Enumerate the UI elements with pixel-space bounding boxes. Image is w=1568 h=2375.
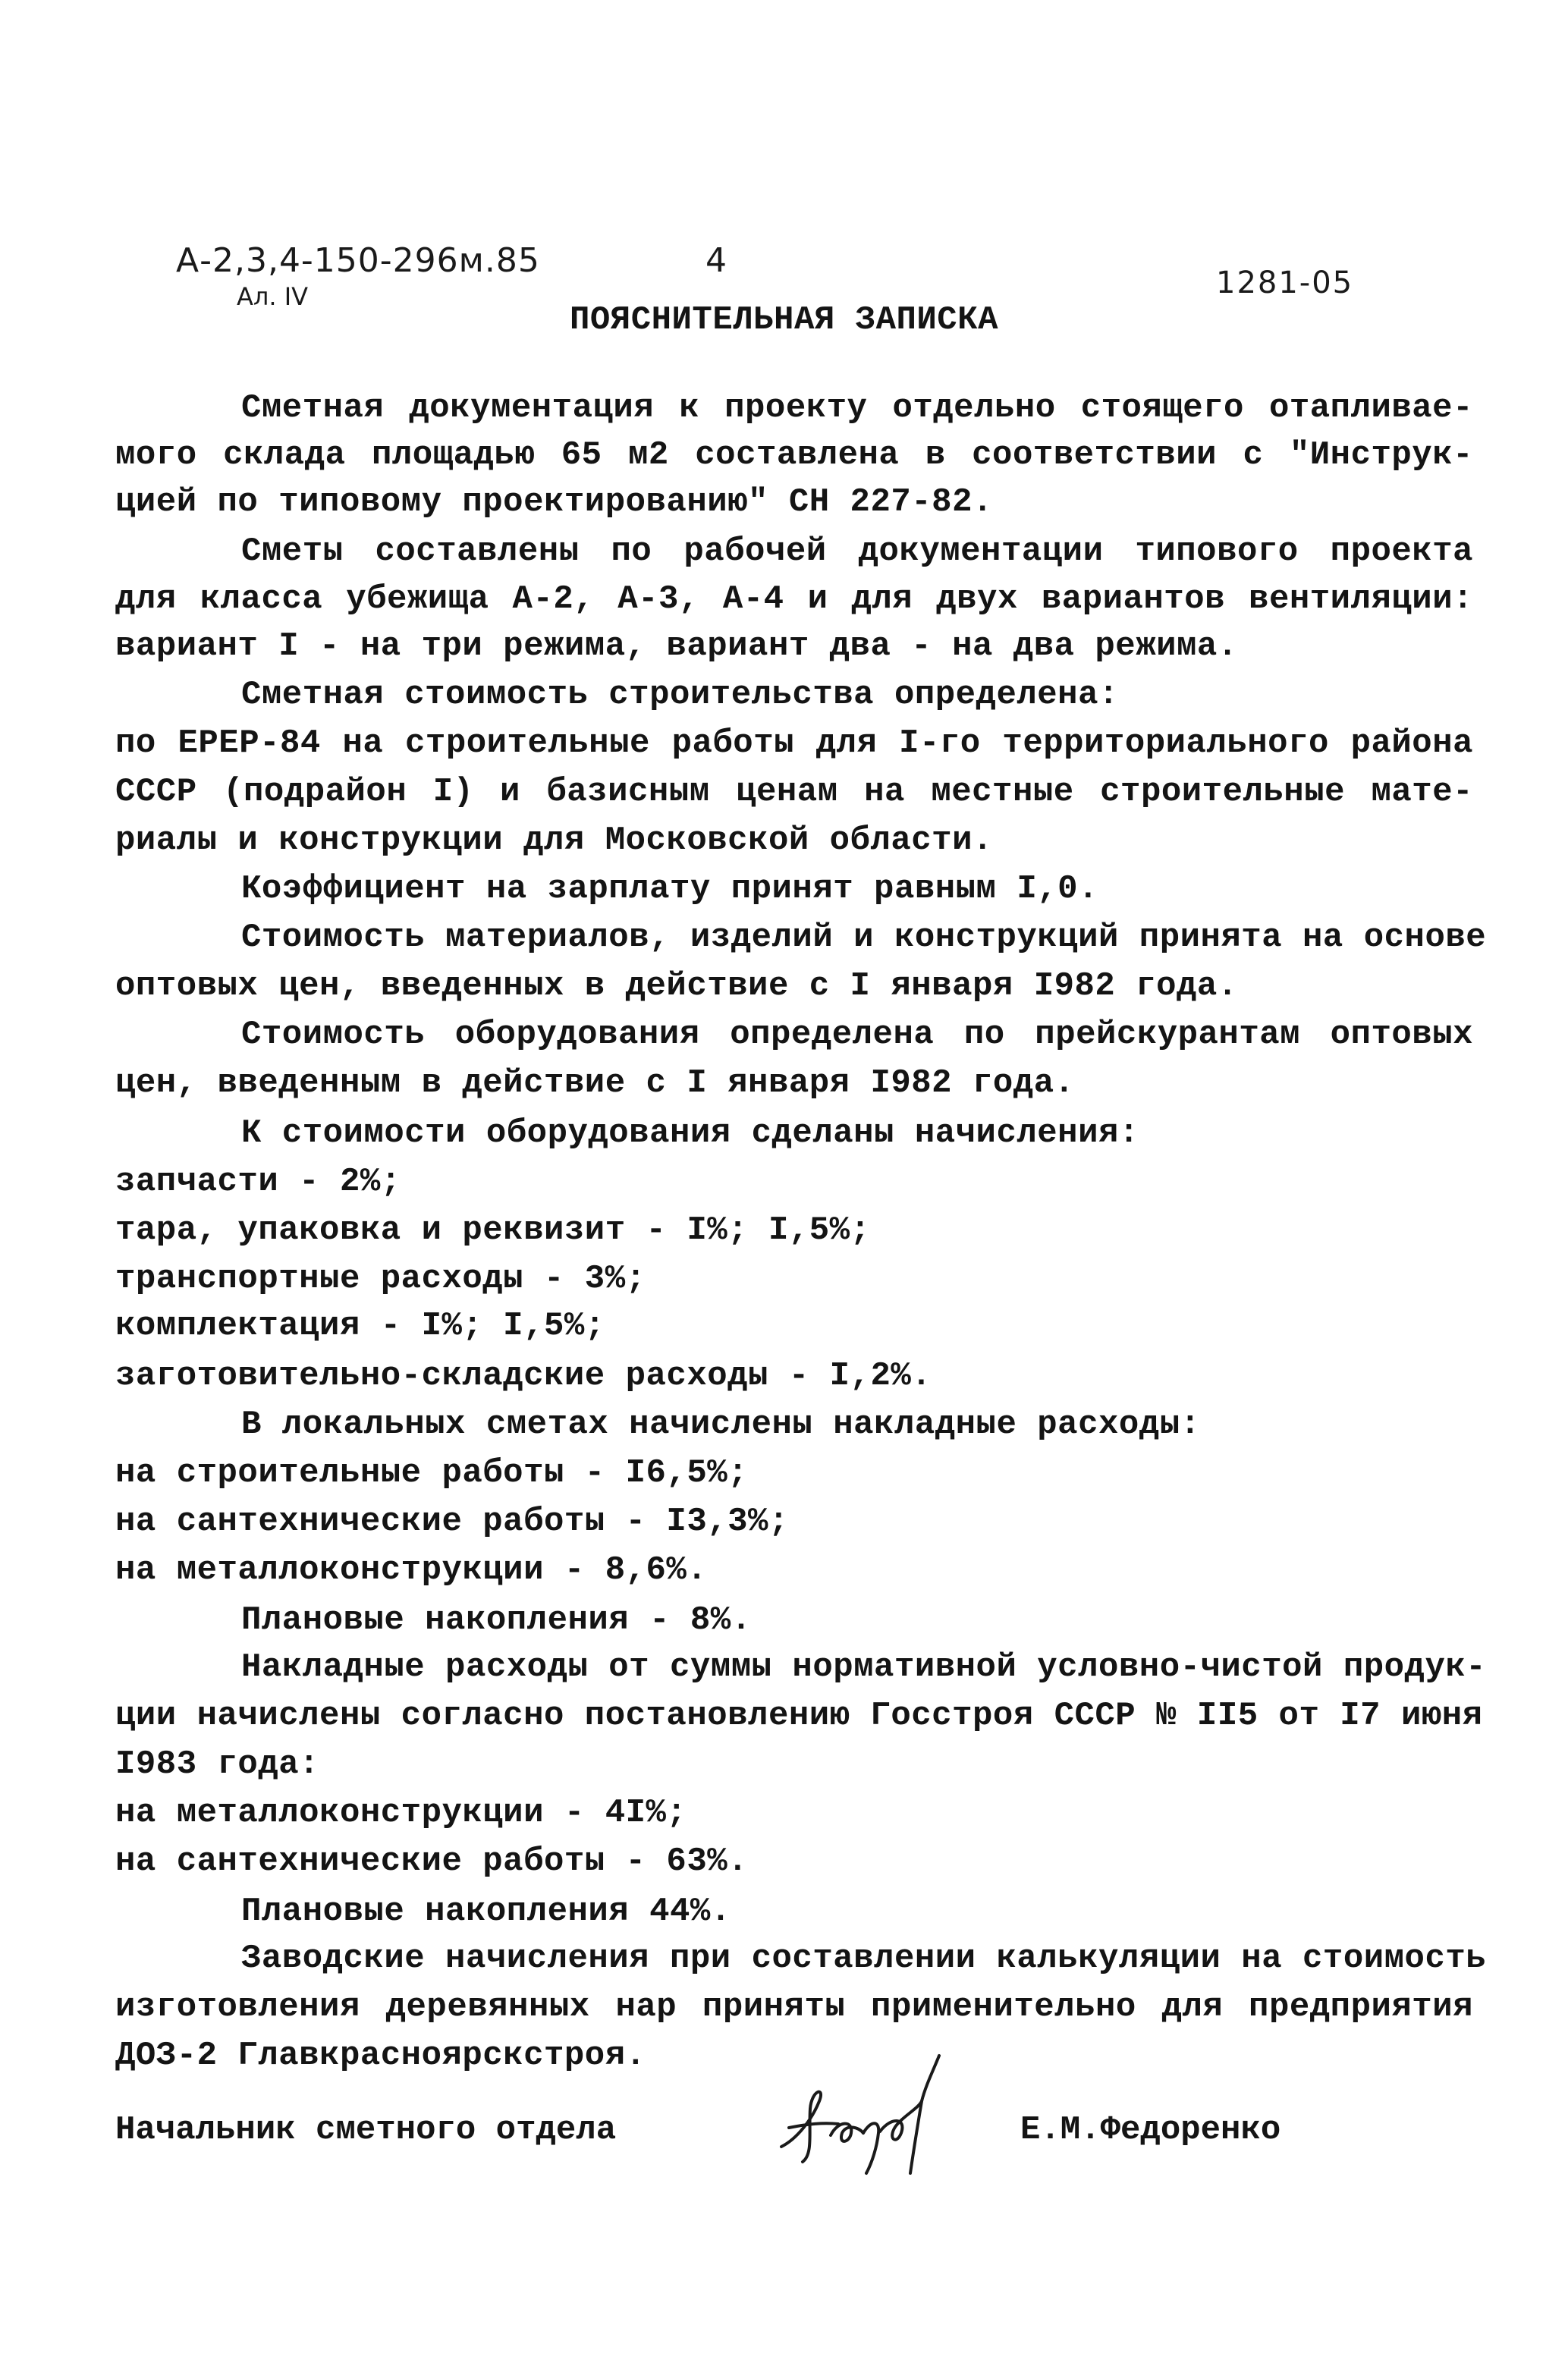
album-label: Ал. IV — [237, 282, 309, 311]
text-line: Заводские начисления при составлении калькуляции на стоимость — [241, 1940, 1487, 1978]
signature-name: Е.М.Федоренко — [1020, 2111, 1281, 2149]
text-line: Сметная документация к проекту отдельно стоящего отапливае- — [241, 389, 1473, 427]
doc-code: А-2,3,4-150-296м.85 — [176, 241, 540, 280]
registration-number: 1281-05 — [1216, 265, 1354, 300]
text-line: К стоимости оборудования сделаны начисления: — [241, 1114, 1139, 1152]
text-line: Коэффициент на зарплату принят равным I,0. — [241, 870, 1098, 908]
text-line: на сантехнические работы - 63%. — [115, 1843, 749, 1880]
text-line: Стоимость материалов, изделий и конструкций принята на основе — [241, 919, 1487, 957]
page-title: ПОЯСНИТЕЛЬНАЯ ЗАПИСКА — [570, 301, 998, 339]
text-line: на сантехнические работы - I3,3%; — [115, 1503, 789, 1541]
page-number: 4 — [705, 241, 727, 280]
text-line: тара, упаковка и реквизит - I%; I,5%; — [115, 1211, 871, 1249]
text-line: оптовых цен, введенных в действие с I января I982 года. — [115, 967, 1238, 1005]
text-line: В локальных сметах начислены накладные расходы: — [241, 1406, 1201, 1444]
text-line: заготовительно-складские расходы - I,2%. — [115, 1357, 932, 1395]
text-line: для класса убежища А-2, А-3, А-4 и для двух вариантов вентиляции: — [115, 580, 1473, 618]
text-line: Плановые накопления - 8%. — [241, 1601, 752, 1639]
text-line: Стоимость оборудования определена по прейскурантам оптовых — [241, 1016, 1473, 1054]
text-line: по ЕРЕР-84 на строительные работы для I-го территориального района — [115, 724, 1473, 762]
text-line: Плановые накопления 44%. — [241, 1893, 731, 1930]
text-line: комплектация - I%; I,5%; — [115, 1307, 605, 1345]
text-line: цией по типовому проектированию" СН 227-82. — [115, 483, 993, 521]
text-line: ДОЗ-2 Главкрасноярскстроя. — [115, 2037, 646, 2075]
handwritten-signature — [766, 2048, 979, 2177]
text-line: на металлоконструкции - 8,6%. — [115, 1551, 708, 1589]
text-line: риалы и конструкции для Московской области. — [115, 822, 993, 859]
text-line: Сметы составлены по рабочей документации типового проекта — [241, 532, 1473, 570]
text-line: запчасти - 2%; — [115, 1163, 401, 1201]
text-line: транспортные расходы - 3%; — [115, 1260, 646, 1298]
text-line: Накладные расходы от суммы нормативной условно-чистой продук- — [241, 1648, 1487, 1686]
text-line: мого склада площадью 65 м2 составлена в соответствии с "Инструк- — [115, 436, 1473, 474]
text-line: изготовления деревянных нар приняты применительно для предприятия — [115, 1988, 1473, 2026]
text-line: на металлоконструкции - 4I%; — [115, 1794, 687, 1832]
text-line: вариант I - на три режима, вариант два - на два режима. — [115, 627, 1238, 665]
text-line: СССР (подрайон I) и базисным ценам на местные строительные мате- — [115, 773, 1473, 811]
text-line: на строительные работы - I6,5%; — [115, 1454, 749, 1492]
text-line: Сметная стоимость строительства определена: — [241, 676, 1119, 714]
text-line: ции начислены согласно постановлению Госстроя СССР № II5 от I7 июня — [115, 1697, 1483, 1735]
signature-role: Начальник сметного отдела — [115, 2111, 617, 2149]
text-line: цен, введенным в действие с I января I982 года. — [115, 1064, 1075, 1102]
text-line: I983 года: — [115, 1745, 320, 1783]
